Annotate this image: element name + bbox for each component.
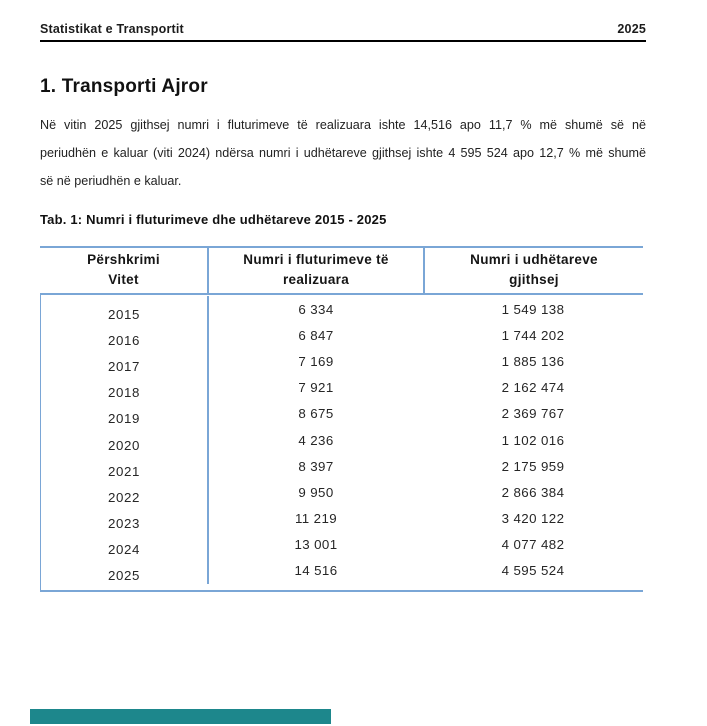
passengers-cell: 2 866 384: [501, 484, 565, 500]
column-header-line: Vitet: [108, 272, 139, 287]
footer-bar: [30, 709, 331, 724]
column-header-years: [40, 248, 207, 293]
passengers-cell: 1 549 138: [501, 301, 565, 317]
column-header-passengers: [423, 248, 643, 293]
column-header-line: Numri i udhëtareve: [470, 252, 598, 267]
year-cell: 2016: [108, 332, 140, 348]
year-cell: 2015: [108, 306, 140, 322]
year-cell: 2020: [108, 437, 140, 453]
column-header-line: Përshkrimi: [87, 252, 160, 267]
table-row: [41, 403, 643, 429]
flights-cell: 11 219: [207, 506, 423, 532]
column-header-flights: [207, 248, 423, 293]
statistics-table: [40, 246, 643, 592]
passengers-cell: 1 102 016: [501, 432, 565, 448]
flights-cell: 7 921: [207, 375, 423, 401]
table-header-row: [40, 246, 643, 295]
paragraph-line: periudhën e kaluar (viti 2024) ndërsa numri i udhëtareve gjithsej ishte 4 595 524 apo 12,7 % më shumë: [40, 146, 646, 160]
section-title: 1. Transporti Ajror: [40, 76, 208, 97]
table-row: [41, 455, 643, 481]
table-caption: Tab. 1: Numri i fluturimeve dhe udhëtareve 2015 - 2025: [40, 212, 387, 227]
passengers-cell: 2 369 767: [501, 406, 565, 422]
year-cell: 2019: [108, 411, 140, 427]
flights-cell: 8 397: [207, 453, 423, 479]
report-page: [40, 0, 646, 592]
table-row: [41, 534, 643, 560]
passengers-cell: 4 077 482: [501, 537, 565, 553]
table-row: [41, 298, 643, 324]
flights-cell: 7 169: [207, 348, 423, 374]
table-row: [41, 508, 643, 534]
year-cell: 2022: [108, 489, 140, 505]
passengers-cell: 2 175 959: [501, 458, 565, 474]
running-header-title: Statistikat e Transportit: [40, 22, 184, 36]
passengers-cell: 1 744 202: [501, 327, 565, 343]
paragraph-line: së në periudhën e kaluar.: [40, 174, 182, 188]
flights-cell: 14 516: [207, 558, 423, 584]
year-cell: 2017: [108, 358, 140, 374]
table-row: [41, 324, 643, 350]
flights-cell: 4 236: [207, 427, 423, 453]
running-header: [40, 22, 646, 42]
year-cell: 2023: [108, 516, 140, 532]
year-cell: 2025: [108, 568, 140, 584]
column-header-line: Numri i fluturimeve të: [243, 252, 389, 267]
column-header-line: gjithsej: [509, 272, 559, 287]
year-cell: 2021: [108, 463, 140, 479]
table-row: [41, 429, 643, 455]
running-header-year: 2025: [617, 22, 646, 36]
table-body: [40, 295, 643, 592]
flights-cell: 9 950: [207, 479, 423, 505]
paragraph-line: Në vitin 2025 gjithsej numri i fluturimeve të realizuara ishte 14,516 apo 11,7 % më shumë së në: [40, 118, 646, 132]
flights-cell: 8 675: [207, 401, 423, 427]
flights-cell: 6 847: [207, 322, 423, 348]
passengers-cell: 3 420 122: [501, 511, 565, 527]
passengers-cell: 2 162 474: [501, 380, 565, 396]
flights-cell: 13 001: [207, 532, 423, 558]
table-row: [41, 350, 643, 376]
passengers-cell: 4 595 524: [501, 563, 565, 579]
flights-cell: 6 334: [207, 296, 423, 322]
year-cell: 2024: [108, 542, 140, 558]
table-row: [41, 481, 643, 507]
table-row: [41, 377, 643, 403]
column-header-line: realizuara: [282, 272, 350, 287]
intro-paragraph: [40, 111, 646, 195]
year-cell: 2018: [108, 385, 140, 401]
table-row: [41, 560, 643, 586]
passengers-cell: 1 885 136: [501, 353, 565, 369]
